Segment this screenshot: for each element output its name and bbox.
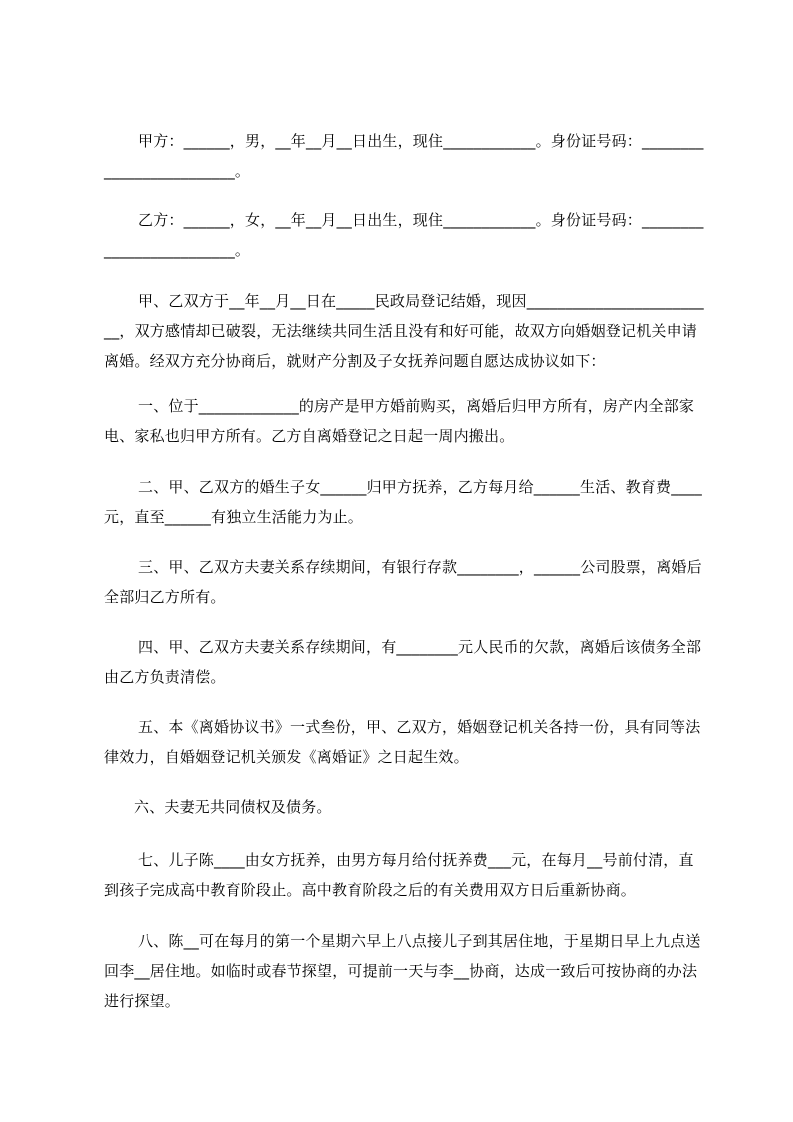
clause-7-son-custody-paragraph: 七、儿子陈____由女方抚养，由男方每月给付抚养费___元，在每月__号前付清，直到孩子完成高中教育阶段止。高中教育阶段之后的有关费用双方日后重新协商。: [104, 851, 694, 899]
clause-3-savings-paragraph: 三、甲、乙双方夫妻关系存续期间，有银行存款________，______公司股票，离婚后全部归乙方所有。: [104, 558, 702, 606]
clause-6-no-shared-debt-paragraph: 六、夫妻无共同债权及债务。: [134, 798, 332, 816]
party-a-paragraph: 甲方：______，男，__年__月__日出生，现住____________。身份证号码：_________________________。: [104, 132, 704, 180]
clause-8-visitation-paragraph: 八、陈__可在每月的第一个星期六早上八点接儿子到其居住地，于星期日早上九点送回李__居住地。如临时或春节探望，可提前一天与李__协商，达成一致后可按协商的办法进行探望。: [104, 932, 701, 1010]
clause-1-house-paragraph: 一、位于_____________的房产是甲方婚前购买，离婚后归甲方所有，房产内全部家电、家私也归甲方所有。乙方自离婚登记之日起一周内搬出。: [104, 397, 695, 445]
party-b-paragraph: 乙方：______，女，__年__月__日出生，现住____________。身份证号码：_________________________。: [104, 211, 704, 259]
marriage-background-paragraph: 甲、乙双方于__年__月__日在_____民政局登记结婚，现因_________________________，双方感情却已破裂，无法继续共同生活且没有和好可能，故双方向婚姻登记机关申请离婚。经双方充分协商后，就财产分割及子女抚养问题自愿达成协议如下：: [104, 292, 704, 370]
clause-2-child-support-paragraph: 二、甲、乙双方的婚生子女______归甲方抚养，乙方每月给______生活、教育费____元，直至______有独立生活能力为止。: [104, 478, 703, 526]
clause-4-debt-paragraph: 四、甲、乙双方夫妻关系存续期间，有________元人民币的欠款，离婚后该债务全部由乙方负责清偿。: [104, 638, 702, 686]
clause-5-copies-paragraph: 五、本《离婚协议书》一式叁份，甲、乙双方，婚姻登记机关各持一份，具有同等法律效力，自婚姻登记机关颁发《离婚证》之日起生效。: [104, 718, 701, 766]
